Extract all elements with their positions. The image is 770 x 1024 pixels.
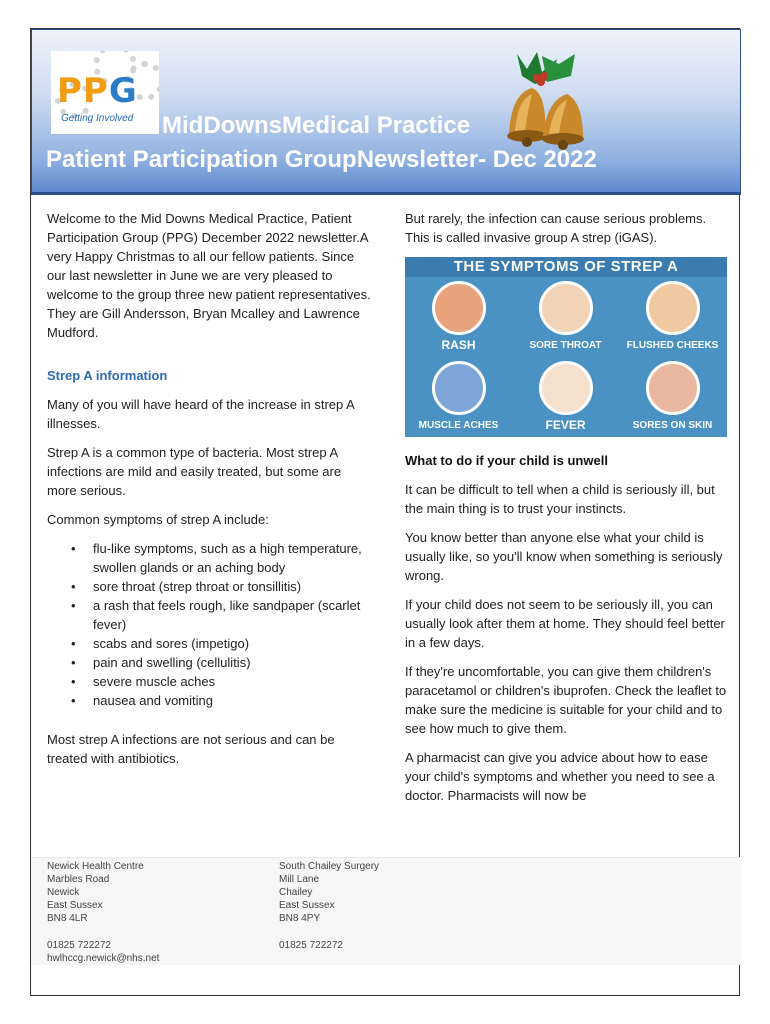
- phone-number: 01825 722272: [47, 940, 111, 951]
- symptoms-intro: Common symptoms of strep A include:: [47, 512, 269, 527]
- infographic-title: THE SYMPTOMS OF STREP A: [405, 257, 727, 277]
- infographic-cell: [405, 357, 512, 437]
- advice-paragraph: It can be difficult to tell when a child is seriously ill, but the main thing is to trust your instincts.: [405, 482, 715, 516]
- strep-heading: Strep A information: [47, 368, 168, 383]
- address-line: Chailey: [279, 887, 313, 898]
- list-item: • sore throat (strep throat or tonsillitis): [47, 577, 372, 596]
- strep-paragraph: Strep A is a common type of bacteria. Most strep A infections are mild and easily treated, but some are more serious.: [47, 445, 342, 498]
- infographic-label: FLUSHED CHEEKS: [626, 340, 719, 351]
- infographic-cell: [512, 357, 619, 437]
- skin-sores-icon: [646, 361, 700, 415]
- left-column: [47, 209, 372, 778]
- muscle-aches-icon: [432, 361, 486, 415]
- infographic-label: RASH: [441, 338, 476, 352]
- christmas-bells-icon: [487, 44, 597, 154]
- flushed-cheeks-icon: [646, 281, 700, 335]
- address-line: East Sussex: [47, 900, 103, 911]
- right-column: [405, 209, 727, 815]
- practice-title: MidDownsMedical Practice: [162, 112, 471, 139]
- strep-paragraph: Many of you will have heard of the increase in strep A illnesses.: [47, 397, 355, 431]
- advice-paragraph: If your child does not seem to be seriously ill, you can usually look after them at home. They should feel better in a few days.: [405, 597, 725, 650]
- logo-text: PPG: [57, 71, 138, 111]
- list-item: • nausea and vomiting: [47, 691, 372, 710]
- footer-addresses: [31, 857, 741, 965]
- infographic-label: SORES ON SKIN: [632, 420, 713, 431]
- address-line: South Chailey Surgery: [279, 861, 380, 872]
- phone-number: 01825 722272: [279, 940, 343, 951]
- newsletter-title: Patient Participation GroupNewsletter- Dec 2022: [46, 146, 597, 173]
- symptoms-list: [47, 539, 372, 710]
- infographic-cell: [405, 277, 512, 357]
- infographic-label: SORE THROAT: [529, 340, 602, 351]
- igas-paragraph: But rarely, the infection can cause serious problems. This is called invasive group A strep (iGAS).: [405, 211, 707, 245]
- advice-paragraph: If they're uncomfortable, you can give them children's paracetamol or children's ibuprofen. Check the leaflet to make sure the medicine is suitable for your child and to see how much to give them.: [405, 664, 727, 736]
- ppg-logo: [51, 51, 159, 134]
- address-line: Newick Health Centre: [47, 861, 144, 872]
- advice-paragraph: A pharmacist can give you advice about how to ease your child's symptoms and whether you need to see a doctor. Pharmacists will now be: [405, 750, 715, 803]
- fever-icon: [539, 361, 593, 415]
- newick-address: [47, 860, 159, 965]
- infographic-label: FEVER: [545, 418, 586, 432]
- address-line: BN8 4PY: [279, 913, 321, 924]
- email-link[interactable]: hwlhccg.newick@nhs.net: [47, 953, 160, 964]
- address-line: Marbles Road: [47, 874, 110, 885]
- closing-paragraph: Most strep A infections are not serious and can be treated with antibiotics.: [47, 732, 335, 766]
- newsletter-page: [30, 28, 740, 996]
- unwell-heading: What to do if your child is unwell: [405, 453, 608, 468]
- list-item: • flu-like symptoms, such as a high temperature, swollen glands or an aching body: [47, 539, 372, 577]
- address-line: BN8 4LR: [47, 913, 88, 924]
- newsletter-header: [31, 29, 741, 195]
- rash-icon: [432, 281, 486, 335]
- welcome-paragraph: Welcome to the Mid Downs Medical Practice, Patient Participation Group (PPG) December 2022 newsletter.A very Happy Christmas to all our fellow patients. Since our last newsletter in June we are very pleased to welcome to the group three new patient representatives. They are Gill Andersson, Bryan Mcalley and Lawrence Mudford.: [47, 211, 371, 340]
- sore-throat-icon: [539, 281, 593, 335]
- list-item: • pain and swelling (cellulitis): [47, 653, 372, 672]
- list-item: • severe muscle aches: [47, 672, 372, 691]
- infographic-cell: [619, 277, 726, 357]
- address-line: Newick: [47, 887, 80, 898]
- infographic-cell: [619, 357, 726, 437]
- list-item: • scabs and sores (impetigo): [47, 634, 372, 653]
- chailey-address: [279, 860, 379, 952]
- address-line: Mill Lane: [279, 874, 320, 885]
- address-line: East Sussex: [279, 900, 335, 911]
- logo-tagline: Getting Involved: [61, 113, 134, 124]
- advice-paragraph: You know better than anyone else what your child is usually like, so you'll know when something is seriously wrong.: [405, 530, 723, 583]
- infographic-label: MUSCLE ACHES: [418, 420, 499, 431]
- strep-symptoms-infographic: [405, 257, 727, 437]
- list-item: • a rash that feels rough, like sandpaper (scarlet fever): [47, 596, 372, 634]
- infographic-cell: [512, 277, 619, 357]
